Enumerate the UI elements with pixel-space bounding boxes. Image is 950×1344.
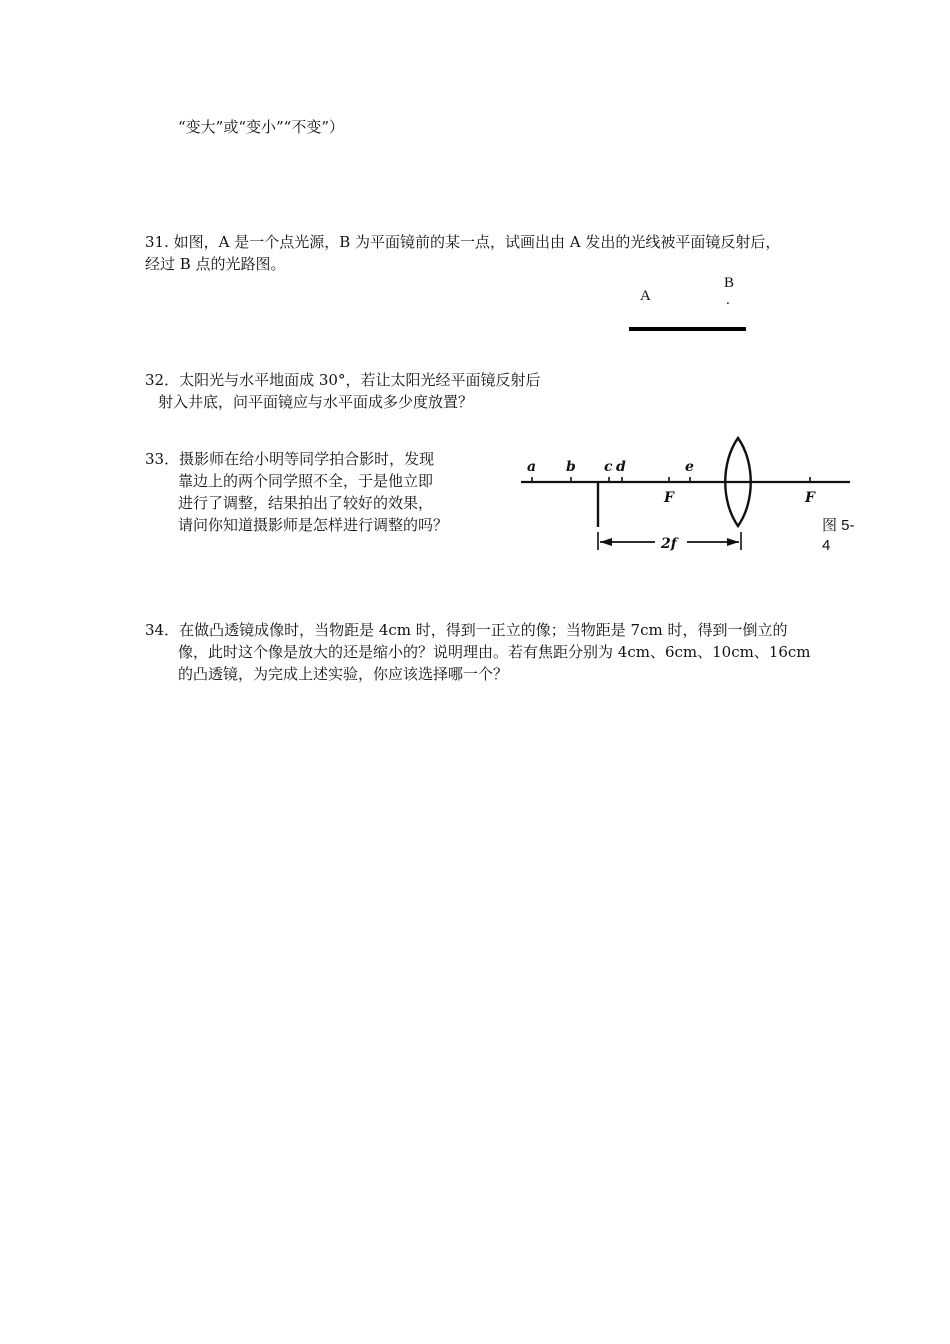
- q33-line-2: 靠边上的两个同学照不全，于是他立即: [178, 472, 434, 490]
- figure-caption-line-2: 4: [822, 537, 831, 554]
- point-label-e: e: [685, 459, 694, 475]
- focal-label-left: F: [664, 490, 674, 506]
- point-label-b: B: [724, 275, 735, 291]
- q31-line-1: 31. 如图，A 是一个点光源，B 为平面镜前的某一点，试画出由 A 发出的光线被平面镜反射后，: [145, 233, 781, 251]
- q33-line-3: 进行了调整，结果拍出了较好的效果，: [178, 494, 434, 512]
- point-label-d: d: [616, 459, 626, 475]
- dim-right-arrowhead: [727, 538, 739, 546]
- q34-line-1: 34．在做凸透镜成像时，当物距是 4cm 时，得到一正立的像；当物距是 7cm 时，得到一倒立的: [145, 621, 788, 639]
- distance-label-2f: 2f: [661, 536, 677, 552]
- q34-line-2: 像，此时这个像是放大的还是缩小的？说明理由。若有焦距分别为 4cm、6cm、10cm、16cm: [178, 643, 811, 661]
- point-label-a: a: [527, 459, 537, 475]
- q31-line-2: 经过 B 点的光路图。: [145, 255, 286, 273]
- mirror-figure: [620, 272, 760, 336]
- q32-line-1: 32．太阳光与水平地面成 30°，若让太阳光经平面镜反射后: [145, 371, 541, 389]
- plane-mirror: [629, 327, 746, 331]
- point-label-b: b: [566, 459, 576, 475]
- q32-line-2: 射入井底，问平面镜应与水平面成多少度放置？: [158, 393, 474, 411]
- point-b-dot: .: [726, 292, 730, 308]
- continuation-text: “变大”或“变小”“不变”）: [178, 118, 345, 136]
- q34-line-3: 的凸透镜，为完成上述实验，你应该选择哪一个？: [178, 665, 509, 683]
- q33-line-1: 33．摄影师在给小明等同学拍合影时，发现: [145, 450, 435, 468]
- point-source-label-a: A: [640, 288, 651, 304]
- dim-left-arrowhead: [600, 538, 612, 546]
- lens-figure: [515, 432, 860, 562]
- figure-caption-line-1: 图 5-: [822, 517, 855, 534]
- point-label-c: c: [604, 459, 613, 475]
- lens-diagram: [515, 432, 860, 562]
- focal-label-right: F: [805, 490, 815, 506]
- q33-line-4: 请问你知道摄影师是怎样进行调整的吗？: [178, 516, 449, 534]
